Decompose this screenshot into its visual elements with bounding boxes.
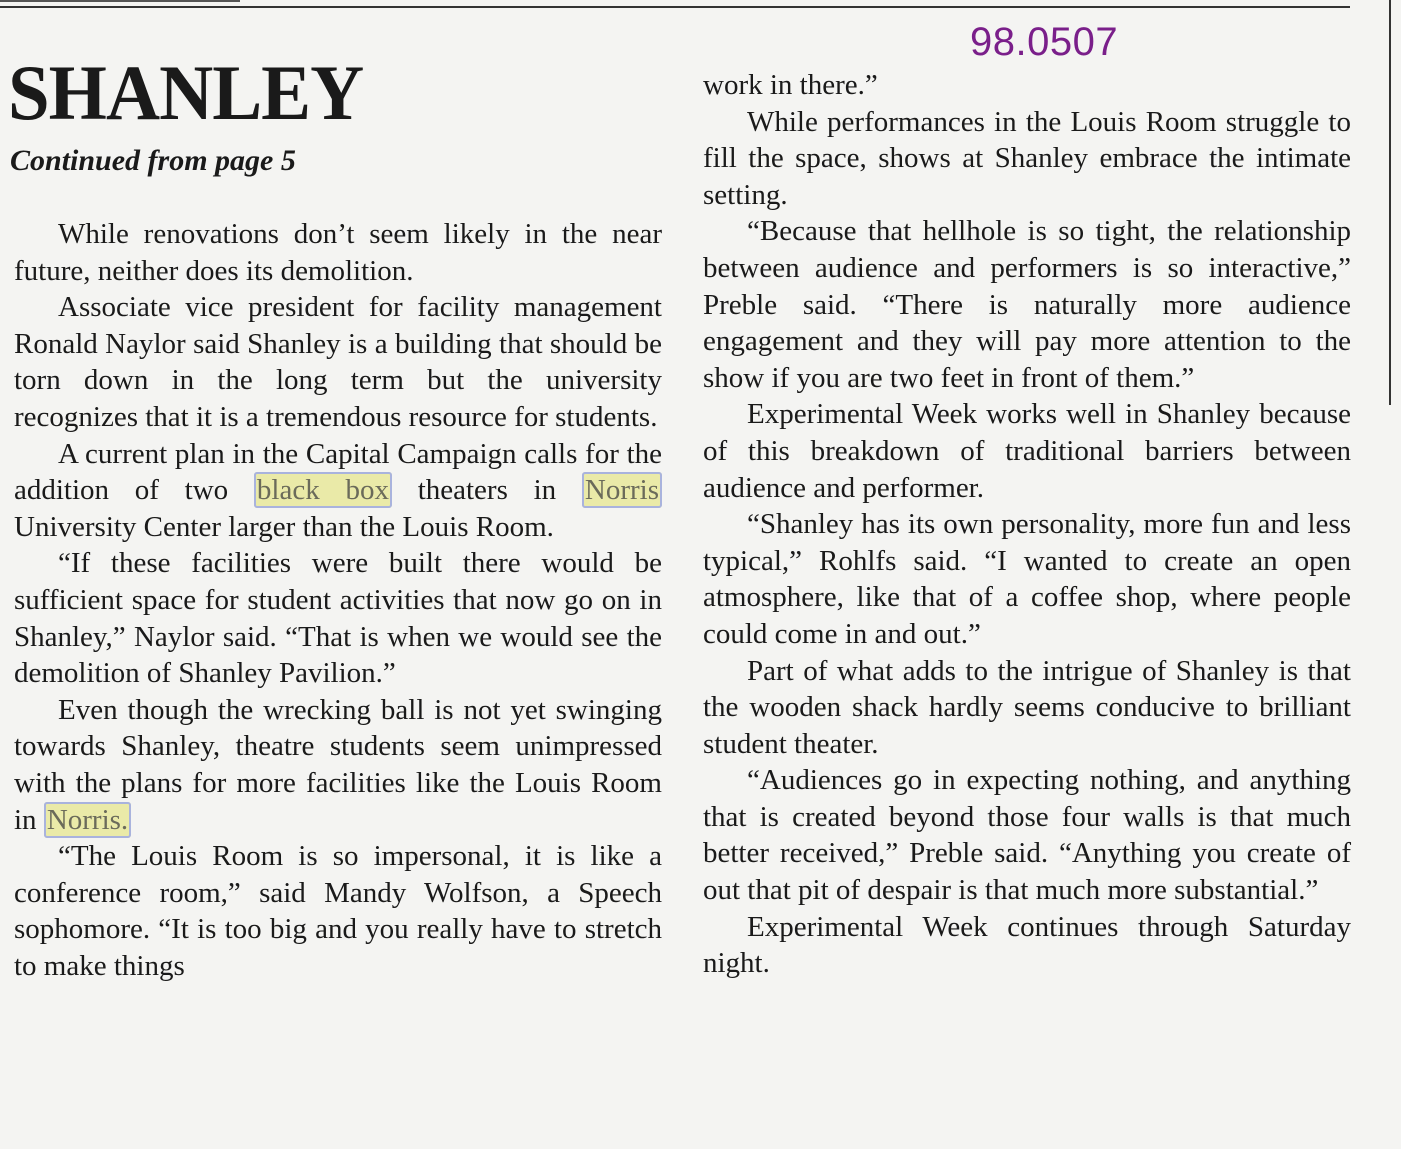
paragraph: Associate vice president for facility management Ronald Naylor said Shanley is a building that should be torn down in the long term but the university recognizes that it is a tremendous resource for students. bbox=[14, 291, 662, 433]
paragraph: “The Louis Room is so impersonal, it is like a conference room,” said Mandy Wolfson, a Speech sophomore. “It is too big and you really have to stretch to make things bbox=[14, 840, 662, 982]
search-highlight: Norris bbox=[582, 472, 662, 508]
text-run: theaters in bbox=[391, 474, 582, 507]
paragraph: “Shanley has its own personality, more fun and less typical,” Rohlfs said. “I wanted to create an open atmosphere, like that of a coffee shop, where people could come in and out.” bbox=[703, 508, 1351, 650]
page-id-stamp: 98.0507 bbox=[970, 20, 1119, 64]
text-run: A current plan in the Capital Campaign calls for the addition of two bbox=[14, 437, 662, 507]
paragraph: “Because that hellhole is so tight, the relationship between audience and performers is so interactive,” Preble said. “There is naturally more audience engagement and they will pay more attention to the show if you are two feet in front of them.” bbox=[703, 215, 1351, 394]
search-highlight: Norris. bbox=[44, 802, 131, 838]
paragraph: Part of what adds to the intrigue of Shanley is that the wooden shack hardly seems conducive to brilliant student theater. bbox=[703, 654, 1351, 760]
paragraph: While renovations don’t seem likely in the near future, neither does its demolition. bbox=[14, 218, 662, 287]
paragraph bbox=[14, 692, 662, 838]
paragraph: Experimental Week continues through Saturday night. bbox=[703, 910, 1351, 980]
text-run: University Center larger than the Louis Room. bbox=[14, 510, 554, 543]
right-column bbox=[703, 67, 1351, 982]
text-run: Even though the wrecking ball is not yet swinging towards Shanley, theatre students seem unimpressed with the plans for more facilities like the Louis Room in bbox=[14, 693, 662, 836]
top-rule-stub bbox=[0, 0, 240, 2]
left-column bbox=[14, 216, 662, 984]
top-rule bbox=[0, 6, 1350, 8]
continued-line: Continued from page 5 bbox=[10, 144, 296, 177]
paragraph: Experimental Week works well in Shanley because of this breakdown of traditional barriers between audience and performer. bbox=[703, 398, 1351, 504]
right-column-rule bbox=[1389, 0, 1391, 405]
paragraph: “If these facilities were built there would be sufficient space for student activities that now go on in Shanley,” Naylor said. “That is when we would see the demolition of Shanley Pavilion.” bbox=[14, 547, 662, 690]
paragraph bbox=[14, 436, 662, 546]
paragraph: work in there.” bbox=[703, 69, 878, 101]
paragraph: “Audiences go in expecting nothing, and anything that is created beyond those four walls is that much better received,” Preble said. “Anything you create of out that pit of despair is that much more substantial.” bbox=[703, 764, 1351, 907]
headline: SHANLEY bbox=[8, 49, 364, 136]
search-highlight: black box bbox=[254, 472, 392, 508]
paragraph: While performances in the Louis Room struggle to fill the space, shows at Shanley embrace the intimate setting. bbox=[703, 105, 1351, 211]
